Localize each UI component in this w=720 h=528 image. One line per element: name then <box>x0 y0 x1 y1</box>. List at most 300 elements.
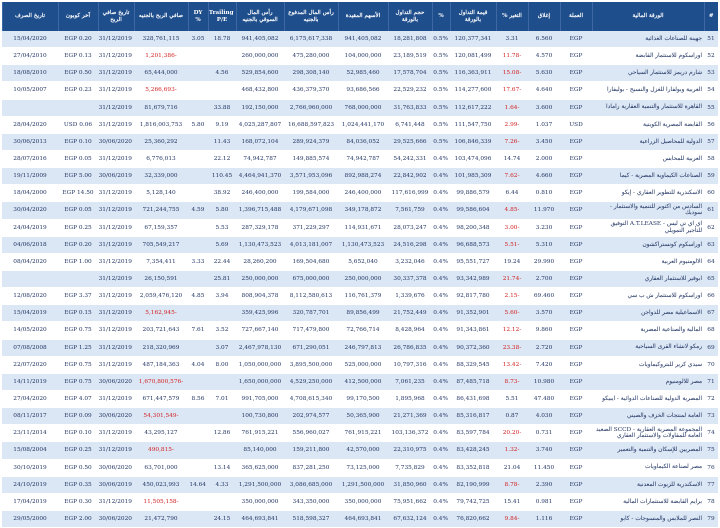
payment-date-cell <box>2 99 58 116</box>
table-row[interactable] <box>2 185 718 202</box>
row-index-cell: 63 <box>704 236 718 253</box>
dividend-yield-cell: 5.80 <box>188 116 208 133</box>
last-coupon-cell: EGP 0.05 <box>58 150 98 167</box>
security-name-cell: سيدي كرير للبتروكيماويات <box>592 356 704 373</box>
row-index-cell: 57 <box>704 133 718 150</box>
paid-capital-cell: 837,281,250 <box>284 459 338 476</box>
currency-cell: EGP <box>560 202 592 219</box>
change-pct-cell: 5.51 <box>496 390 528 407</box>
paid-capital-cell: 199,584,000 <box>284 185 338 202</box>
trade-value-cell: 79,742,725 <box>450 493 496 510</box>
share-pct-cell: 0.4% <box>432 185 450 202</box>
payment-date-cell: 30/06/2013 <box>2 133 58 150</box>
last-coupon-cell: EGP 0.10 <box>58 133 98 150</box>
last-coupon-cell: EGP 0.23 <box>58 82 98 99</box>
profit-date-cell: 31/12/2019 <box>98 356 134 373</box>
table-row[interactable] <box>2 288 718 305</box>
col-listed-shares-header[interactable]: الأسهم المقيدة <box>338 2 388 31</box>
col-close-header[interactable]: إغلاق <box>528 2 560 31</box>
currency-cell: EGP <box>560 493 592 510</box>
trade-volume-cell: 31,850,960 <box>388 476 432 493</box>
col-trade-volume-header[interactable]: حجم التداول بالورقة <box>388 2 432 31</box>
share-pct-cell: 0.5% <box>432 99 450 116</box>
trade-volume-cell: 21,271,369 <box>388 408 432 425</box>
net-profit-cell: 705,549,217 <box>134 236 188 253</box>
trade-volume-cell: 22,310,975 <box>388 442 432 459</box>
change-pct-cell: -17.67 <box>496 82 528 99</box>
profit-date-cell: 30/06/2019 <box>98 476 134 493</box>
security-name-cell: المصريين للإسكان والتنمية والتعمير <box>592 442 704 459</box>
net-profit-cell: 6,776,013 <box>134 150 188 167</box>
payment-date-cell: 14/11/2019 <box>2 373 58 390</box>
net-profit-cell: 1,816,003,753 <box>134 116 188 133</box>
trade-value-cell: 91,352,901 <box>450 305 496 322</box>
payment-date-cell: 28/07/2016 <box>2 150 58 167</box>
market-cap-cell: 74,942,787 <box>236 150 284 167</box>
trade-volume-cell: 1,339,676 <box>388 288 432 305</box>
market-cap-cell: 2,467,978,130 <box>236 339 284 356</box>
market-cap-cell: 365,625,000 <box>236 459 284 476</box>
payment-date-cell: 04/06/2018 <box>2 236 58 253</box>
dividend-yield-cell <box>188 133 208 150</box>
payment-date-cell: 29/05/2000 <box>2 510 58 527</box>
paid-capital-cell: 3,895,500,000 <box>284 356 338 373</box>
last-coupon-cell: EGP 0.13 <box>58 48 98 65</box>
col-change-pct-header[interactable]: التغير % <box>496 2 528 31</box>
last-coupon-cell: EGP 0.10 <box>58 425 98 442</box>
row-index-cell: 67 <box>704 305 718 322</box>
market-cap-cell: 260,000,000 <box>236 48 284 65</box>
col-currency-header[interactable]: العملة <box>560 2 592 31</box>
market-cap-cell: 1,291,500,000 <box>236 476 284 493</box>
close-price-cell: 1.116 <box>528 510 560 527</box>
row-index-cell: 77 <box>704 476 718 493</box>
profit-date-cell: 31/12/2019 <box>98 219 134 236</box>
dividend-yield-cell <box>188 48 208 65</box>
row-index-cell: 72 <box>704 390 718 407</box>
trade-volume-cell: 18,281,808 <box>388 31 432 48</box>
row-index-cell: 73 <box>704 408 718 425</box>
close-price-cell: 4.030 <box>528 408 560 425</box>
trade-value-cell: 87,485,718 <box>450 373 496 390</box>
col-paid-capital-header[interactable]: رأس المال المدفوع بالجنيه <box>284 2 338 31</box>
security-name-cell: رمكو لانشاء القرى السياحية <box>592 339 704 356</box>
close-price-cell: 69.460 <box>528 288 560 305</box>
table-row[interactable] <box>2 48 718 65</box>
profit-date-cell: 31/12/2019 <box>98 339 134 356</box>
table-row[interactable] <box>2 150 718 167</box>
payment-date-cell: 28/04/2020 <box>2 116 58 133</box>
col-net-profit-header[interactable]: صافي الربح بالجنيه <box>134 2 188 31</box>
change-pct-cell: -8.73 <box>496 373 528 390</box>
currency-cell: EGP <box>560 236 592 253</box>
payment-date-cell: 23/11/2014 <box>2 425 58 442</box>
currency-cell: EGP <box>560 373 592 390</box>
payment-date-cell: 24/10/2019 <box>2 476 58 493</box>
change-pct-cell: -20.20 <box>496 425 528 442</box>
change-pct-cell: -4.85 <box>496 202 528 219</box>
table-row[interactable] <box>2 408 718 425</box>
change-pct-cell: -21.74 <box>496 270 528 287</box>
dividend-yield-cell: 7.61 <box>188 322 208 339</box>
currency-cell: EGP <box>560 322 592 339</box>
market-cap-cell: 1,396,715,488 <box>236 202 284 219</box>
listed-shares-cell: 250,000,000 <box>338 270 388 287</box>
table-row[interactable] <box>2 425 718 442</box>
row-index-cell: 68 <box>704 322 718 339</box>
change-pct-cell: -8.78 <box>496 476 528 493</box>
row-index-cell: 51 <box>704 31 718 48</box>
table-row[interactable] <box>2 31 718 48</box>
trade-volume-cell: 26,786,835 <box>388 339 432 356</box>
security-name-cell: شارم دريمز للاستثمار السياحي <box>592 65 704 82</box>
col-market-cap-header[interactable]: رأس المال السوقي بالجنيه <box>236 2 284 31</box>
col-index-header[interactable]: # <box>704 2 718 31</box>
last-coupon-cell: EGP 0.35 <box>58 476 98 493</box>
last-coupon-cell: EGP 0.75 <box>58 322 98 339</box>
trade-volume-cell: 22,842,902 <box>388 168 432 185</box>
close-price-cell: 3.230 <box>528 219 560 236</box>
share-pct-cell: 0.5% <box>432 48 450 65</box>
table-row[interactable] <box>2 236 718 253</box>
trailing-pe-cell: 11.43 <box>208 133 236 150</box>
table-row[interactable] <box>2 202 718 219</box>
table-row[interactable] <box>2 305 718 322</box>
share-pct-cell: 0.4% <box>432 459 450 476</box>
share-pct-cell: 0.4% <box>432 408 450 425</box>
paid-capital-cell: 16,688,597,823 <box>284 116 338 133</box>
net-profit-cell: 5,128,140 <box>134 185 188 202</box>
close-price-cell: 3.600 <box>528 99 560 116</box>
trade-volume-cell: 29,525,666 <box>388 133 432 150</box>
trade-value-cell: 99,586,604 <box>450 202 496 219</box>
share-pct-cell: 0.4% <box>432 150 450 167</box>
dividend-yield-cell <box>188 82 208 99</box>
col-pct-header[interactable]: % <box>432 2 450 31</box>
profit-date-cell: 31/12/2019 <box>98 322 134 339</box>
dividend-yield-cell <box>188 168 208 185</box>
paid-capital-cell: 671,290,051 <box>284 339 338 356</box>
row-index-cell: 53 <box>704 65 718 82</box>
paid-capital-cell: 343,350,000 <box>284 493 338 510</box>
security-name-cell: المالية والصناعية المصرية <box>592 322 704 339</box>
listed-shares-cell: 72,766,714 <box>338 322 388 339</box>
col-dy-pct-header[interactable]: DY % <box>188 2 208 31</box>
change-pct-cell: -15.08 <box>496 65 528 82</box>
trade-volume-cell: 1,895,968 <box>388 390 432 407</box>
share-pct-cell: 0.5% <box>432 82 450 99</box>
trailing-pe-cell: 18.78 <box>208 31 236 48</box>
table-row[interactable] <box>2 82 718 99</box>
last-coupon-cell: EGP 0.25 <box>58 219 98 236</box>
currency-cell: EGP <box>560 442 592 459</box>
market-cap-cell: 192,150,000 <box>236 99 284 116</box>
trailing-pe-cell: 24.15 <box>208 510 236 527</box>
profit-date-cell: 30/06/2020 <box>98 373 134 390</box>
currency-cell: EGP <box>560 459 592 476</box>
paid-capital-cell: 4,529,250,000 <box>284 373 338 390</box>
security-name-cell: مصر للالومنيوم <box>592 373 704 390</box>
payment-date-cell: 27/04/2010 <box>2 48 58 65</box>
col-last-coupon-header[interactable]: آخر كوبون <box>58 2 98 31</box>
table-row[interactable] <box>2 390 718 407</box>
close-price-cell: 6.560 <box>528 31 560 48</box>
close-price-cell: 5.630 <box>528 65 560 82</box>
change-pct-cell: -1.64 <box>496 99 528 116</box>
col-security-header[interactable]: الورقة المالية <box>592 2 704 31</box>
net-profit-cell: -1,201,386 <box>134 48 188 65</box>
security-name-cell: الدولية للمحاصيل الزراعية <box>592 133 704 150</box>
row-index-cell: 75 <box>704 442 718 459</box>
security-name-cell: الاسكندرية للتطوير العقاري - إيكو <box>592 185 704 202</box>
trailing-pe-cell: 5.80 <box>208 202 236 219</box>
listed-shares-cell: 52,985,460 <box>338 65 388 82</box>
market-cap-cell: 464,693,841 <box>236 510 284 527</box>
profit-date-cell: 31/12/2019 <box>98 288 134 305</box>
table-row[interactable] <box>2 476 718 493</box>
change-pct-cell: -2.99 <box>496 116 528 133</box>
col-trailing-pe-header[interactable]: Trailing P/E <box>208 2 236 31</box>
trailing-pe-cell: 13.14 <box>208 459 236 476</box>
market-cap-cell: 246,400,000 <box>236 185 284 202</box>
trade-value-cell: 98,200,348 <box>450 219 496 236</box>
net-profit-cell: 21,472,790 <box>134 510 188 527</box>
paid-capital-cell: 159,211,800 <box>284 442 338 459</box>
profit-date-cell: 31/12/2019 <box>98 425 134 442</box>
payment-date-cell: 08/04/2020 <box>2 253 58 270</box>
market-cap-cell: 529,854,600 <box>236 65 284 82</box>
change-pct-cell: 0.87 <box>496 408 528 425</box>
table-row[interactable] <box>2 133 718 150</box>
net-profit-cell: -11,505,158 <box>134 493 188 510</box>
row-index-cell: 55 <box>704 99 718 116</box>
net-profit-cell: 65,444,000 <box>134 65 188 82</box>
close-price-cell: 2.390 <box>528 476 560 493</box>
close-price-cell: 3.740 <box>528 442 560 459</box>
market-cap-cell: 85,140,000 <box>236 442 284 459</box>
table-row[interactable] <box>2 253 718 270</box>
close-price-cell: 2.720 <box>528 339 560 356</box>
last-coupon-cell: EGP 0.25 <box>58 442 98 459</box>
trade-volume-cell: 7,561,759 <box>388 202 432 219</box>
table-row[interactable] <box>2 219 718 236</box>
security-name-cell: المجموعة المصرية العقارية - SCCD الصعيد العامة للمقاولات والاستثمار العقاري <box>592 425 704 442</box>
row-index-cell: 64 <box>704 253 718 270</box>
trailing-pe-cell <box>208 48 236 65</box>
table-row[interactable] <box>2 356 718 373</box>
share-pct-cell: 0.5% <box>432 31 450 48</box>
currency-cell: EGP <box>560 305 592 322</box>
last-coupon-cell <box>58 99 98 116</box>
trade-value-cell: 91,343,861 <box>450 322 496 339</box>
currency-cell: EGP <box>560 425 592 442</box>
row-index-cell: 70 <box>704 356 718 373</box>
listed-shares-cell: 93,686,566 <box>338 82 388 99</box>
table-row[interactable] <box>2 493 718 510</box>
payment-date-cell: 12/08/2020 <box>2 288 58 305</box>
last-coupon-cell: EGP 0.09 <box>58 408 98 425</box>
paid-capital-cell: 8,112,580,613 <box>284 288 338 305</box>
share-pct-cell: 0.4% <box>432 270 450 287</box>
dividend-yield-cell: 4.85 <box>188 288 208 305</box>
paid-capital-cell: 436,379,370 <box>284 82 338 99</box>
close-price-cell: 2.700 <box>528 270 560 287</box>
paid-capital-cell: 3,086,685,000 <box>284 476 338 493</box>
trade-value-cell: 120,081,499 <box>450 48 496 65</box>
listed-shares-cell: 114,931,671 <box>338 219 388 236</box>
paid-capital-cell: 4,013,181,007 <box>284 236 338 253</box>
security-name-cell: اي اي تي ليس - A.T.LEASE التوفيق للتأجير التمويلي <box>592 219 704 236</box>
col-payment-date-header[interactable]: تاريخ الصرف <box>2 2 58 31</box>
change-pct-cell: 19.24 <box>496 253 528 270</box>
table-row[interactable] <box>2 270 718 287</box>
net-profit-cell: 203,721,643 <box>134 322 188 339</box>
last-coupon-cell: EGP 0.75 <box>58 373 98 390</box>
payment-date-cell: 30/10/2019 <box>2 459 58 476</box>
paid-capital-cell: 320,787,701 <box>284 305 338 322</box>
row-index-cell: 59 <box>704 168 718 185</box>
last-coupon-cell: EGP 2.00 <box>58 510 98 527</box>
payment-date-cell: 15/08/2004 <box>2 442 58 459</box>
trailing-pe-cell <box>208 493 236 510</box>
share-pct-cell: 0.5% <box>432 116 450 133</box>
payment-date-cell: 24/04/2019 <box>2 219 58 236</box>
table-row[interactable] <box>2 65 718 82</box>
close-price-cell: 29.990 <box>528 253 560 270</box>
table-row[interactable] <box>2 339 718 356</box>
table-row[interactable] <box>2 322 718 339</box>
currency-cell: EGP <box>560 65 592 82</box>
currency-cell: EGP <box>560 356 592 373</box>
listed-shares-cell: 1,024,441,170 <box>338 116 388 133</box>
market-cap-cell: 168,072,104 <box>236 133 284 150</box>
currency-cell: EGP <box>560 288 592 305</box>
share-pct-cell: 0.4% <box>432 390 450 407</box>
listed-shares-cell: 1,130,473,523 <box>338 236 388 253</box>
dividend-yield-cell <box>188 339 208 356</box>
table-row[interactable] <box>2 168 718 185</box>
dividend-yield-cell: 14.64 <box>188 476 208 493</box>
security-name-cell: العربية للمحابس <box>592 150 704 167</box>
net-profit-cell: -5,266,693 <box>134 82 188 99</box>
table-row[interactable] <box>2 99 718 116</box>
trade-volume-cell: 30,337,378 <box>388 270 432 287</box>
trailing-pe-cell: 110.45 <box>208 168 236 185</box>
row-index-cell: 79 <box>704 510 718 527</box>
security-name-cell: مصر لصناعة الكيماويات <box>592 459 704 476</box>
profit-date-cell: 31/12/2019 <box>98 305 134 322</box>
trade-volume-cell: 103,136,372 <box>388 425 432 442</box>
profit-date-cell: 30/06/2020 <box>98 510 134 527</box>
paid-capital-cell: 518,598,327 <box>284 510 338 527</box>
net-profit-cell: -54,301,549 <box>134 408 188 425</box>
trailing-pe-cell: 8.00 <box>208 356 236 373</box>
change-pct-cell: -13.42 <box>496 356 528 373</box>
trailing-pe-cell: 33.88 <box>208 99 236 116</box>
table-row[interactable] <box>2 116 718 133</box>
listed-shares-cell: 761,915,221 <box>338 425 388 442</box>
trade-value-cell: 96,688,573 <box>450 236 496 253</box>
security-name-cell: الالومنيوم العربية <box>592 253 704 270</box>
dividend-yield-cell: 4.04 <box>188 356 208 373</box>
dividend-yield-cell <box>188 493 208 510</box>
trade-value-cell: 106,846,339 <box>450 133 496 150</box>
security-name-cell: المصرية الدولية للصناعات الدوائية - ايبيكو <box>592 390 704 407</box>
row-index-cell: 69 <box>704 339 718 356</box>
last-coupon-cell: EGP 3.37 <box>58 288 98 305</box>
trailing-pe-cell: 5.53 <box>208 219 236 236</box>
net-profit-cell: 721,244,755 <box>134 202 188 219</box>
change-pct-cell: 14.74 <box>496 150 528 167</box>
close-price-cell: 4.660 <box>528 168 560 185</box>
market-cap-cell: 287,329,178 <box>236 219 284 236</box>
col-profit-date-header[interactable]: تاريخ صافي الربح <box>98 2 134 31</box>
share-pct-cell: 0.4% <box>432 253 450 270</box>
col-trade-value-header[interactable]: قيمة التداول بالورقة <box>450 2 496 31</box>
row-index-cell: 71 <box>704 373 718 390</box>
payment-date-cell: 18/04/2000 <box>2 185 58 202</box>
payment-date-cell: 15/04/2020 <box>2 31 58 48</box>
dividend-yield-cell: 3.05 <box>188 31 208 48</box>
dividend-yield-cell <box>188 236 208 253</box>
paid-capital-cell: 4,179,671,098 <box>284 202 338 219</box>
dividend-yield-cell <box>188 408 208 425</box>
trade-value-cell: 83,428,245 <box>450 442 496 459</box>
security-name-cell: القاهرة للاستثمار والتنمية العقارية رامادا <box>592 99 704 116</box>
dividend-yield-cell <box>188 65 208 82</box>
net-profit-cell: 487,184,363 <box>134 356 188 373</box>
last-coupon-cell: EGP 14.50 <box>58 185 98 202</box>
last-coupon-cell: EGP 0.20 <box>58 31 98 48</box>
close-price-cell: 5.310 <box>528 236 560 253</box>
change-pct-cell: 15.41 <box>496 493 528 510</box>
change-pct-cell: -7.26 <box>496 133 528 150</box>
security-name-cell: جهينة للصناعات الغذائية <box>592 31 704 48</box>
payment-date-cell: 27/04/2020 <box>2 390 58 407</box>
share-pct-cell: 0.4% <box>432 493 450 510</box>
trade-value-cell: 120,377,341 <box>450 31 496 48</box>
trade-volume-cell: 67,632,124 <box>388 510 432 527</box>
table-row[interactable] <box>2 373 718 390</box>
row-index-cell: 60 <box>704 185 718 202</box>
profit-date-cell: 31/12/2019 <box>98 253 134 270</box>
dividend-yield-cell <box>188 219 208 236</box>
security-name-cell: الصناعات الكيماوية المصرية - كيما <box>592 168 704 185</box>
trade-value-cell: 116,363,911 <box>450 65 496 82</box>
trailing-pe-cell: 22.12 <box>208 150 236 167</box>
market-cap-cell: 761,915,221 <box>236 425 284 442</box>
security-name-cell: اوراسكوم للاستثمار ش ب سي <box>592 288 704 305</box>
listed-shares-cell: 99,170,500 <box>338 390 388 407</box>
listed-shares-cell: 5,652,040 <box>338 253 388 270</box>
currency-cell: EGP <box>560 390 592 407</box>
paid-capital-cell: 675,000,000 <box>284 270 338 287</box>
paid-capital-cell: 371,229,297 <box>284 219 338 236</box>
security-name-cell: القابضة المصرية الكويتية <box>592 116 704 133</box>
trade-volume-cell: 54,242,331 <box>388 150 432 167</box>
change-pct-cell: -5.51 <box>496 236 528 253</box>
trailing-pe-cell: 4.56 <box>208 65 236 82</box>
share-pct-cell: 0.4% <box>432 476 450 493</box>
table-row[interactable] <box>2 442 718 459</box>
market-cap-cell: 1,130,473,523 <box>236 236 284 253</box>
table-row[interactable] <box>2 459 718 476</box>
listed-shares-cell: 246,400,000 <box>338 185 388 202</box>
profit-date-cell: 31/12/2019 <box>98 270 134 287</box>
table-row[interactable] <box>2 510 718 527</box>
security-name-cell: الاسكندرية للزيوت المعدنية <box>592 476 704 493</box>
payment-date-cell: 30/04/2020 <box>2 202 58 219</box>
